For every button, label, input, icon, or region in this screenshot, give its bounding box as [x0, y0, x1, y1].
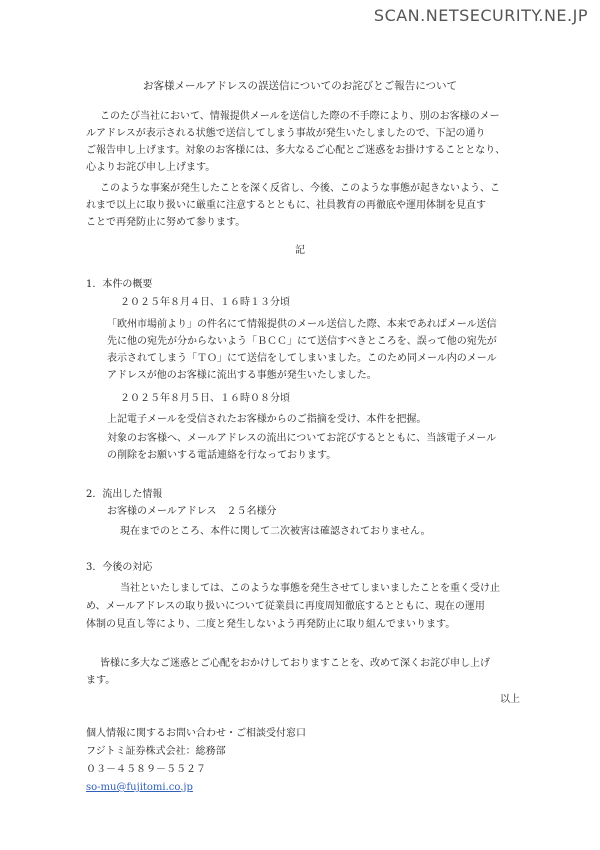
section1-date1: ２０２５年８月４日、１６時１３分頃: [120, 297, 290, 308]
section3-para-line-1: 当社といたしましては、このような事態を発生させてしまいましたことを重く受け止: [120, 583, 500, 594]
section2-heading: 2．流出した情報: [86, 489, 163, 500]
contact-heading: 個人情報に関するお問い合わせ・ご相談受付窓口: [86, 728, 306, 739]
document-title: お客様メールアドレスの誤送信についてのお詫びとご報告について: [142, 80, 458, 92]
section1-heading: 1．本件の概要: [86, 279, 153, 290]
watermark: SCAN.NETSECURITY.NE.JP: [373, 6, 588, 25]
contact-email-link[interactable]: so-mu@fujitomi.co.jp: [86, 782, 193, 793]
section1-para2-line-2: 対象のお客様へ、メールアドレスの流出についてお詫びするとともに、当該電子メール: [107, 433, 497, 444]
contact-phone: ０３－４５８９－５５２７: [86, 764, 206, 775]
intro2-line-2: れまで以上に取り扱いに厳重に注意するとともに、社員教育の再徹底や運用体制を見直す: [86, 200, 486, 211]
intro-line-3: ご報告申し上げます。対象のお客様には、多大なるご心配とご迷惑をお掛けすることとなり、: [86, 145, 506, 156]
intro2-line-1: このような事案が発生したことを深く反省し、今後、このような事態が起きないよう、こ: [100, 183, 500, 194]
section1-para1-line-1: 「欧州市場前より」の件名にて情報提供のメール送信した際、本来であればメール送信: [107, 319, 497, 330]
section1-para2-line-3: の削除をお願いする電話連絡を行なっております。: [107, 450, 337, 461]
section1-date2: ２０２５年８月５日、１６時０８分頃: [120, 393, 290, 404]
section1-para1-line-2: 先に他の宛先が分からないよう「ＢＣＣ」にて送信すべきところを、誤って他の宛先が: [107, 336, 497, 347]
section1-para1-line-4: アドレスが他のお客様に流出する事態が発生いたしました。: [107, 370, 377, 381]
closing-line-2: ます。: [86, 675, 116, 686]
intro-line-1: このたび当社において、情報提供メールを送信した際の不手際により、別のお客様のメー: [100, 111, 500, 122]
intro2-line-3: ことで再発防止に努めて参ります。: [86, 217, 246, 228]
section3-heading: 3．今後の対応: [86, 562, 153, 573]
section1-para2-line-1: 上記電子メールを受信されたお客様からのご指摘を受け、本件を把握。: [107, 414, 427, 425]
section2-line-2: 現在までのところ、本件に関して二次被害は確認されておりません。: [120, 526, 431, 537]
section1-para1-line-3: 表示されてしまう「ＴＯ」にて送信をしてしまいました。このため同メール内のメール: [107, 353, 497, 364]
closing-line-1: 皆様に多大なご迷惑とご心配をおかけしておりますことを、改めて深くお詫び申し上げ: [100, 658, 490, 669]
intro-line-4: 心よりお詫び申し上げます。: [86, 162, 216, 173]
section3-para-line-2: め、メールアドレスの取り扱いについて従業員に再度周知徹底するとともに、現在の運用: [86, 601, 485, 612]
ki-marker: 記: [295, 245, 305, 256]
intro-line-2: ルアドレスが表示される状態で送信してしまう事故が発生いたしましたので、下記の通り: [86, 128, 486, 139]
ijo-marker: 以上: [500, 694, 520, 705]
section3-para-line-3: 体制の見直し等により、二度と発生しないよう再発防止に取り組んでまいります。: [86, 619, 456, 630]
section2-line-1: お客様のメールアドレス ２５名様分: [107, 506, 277, 517]
contact-company: フジトミ証券株式会社：総務部: [86, 746, 226, 757]
